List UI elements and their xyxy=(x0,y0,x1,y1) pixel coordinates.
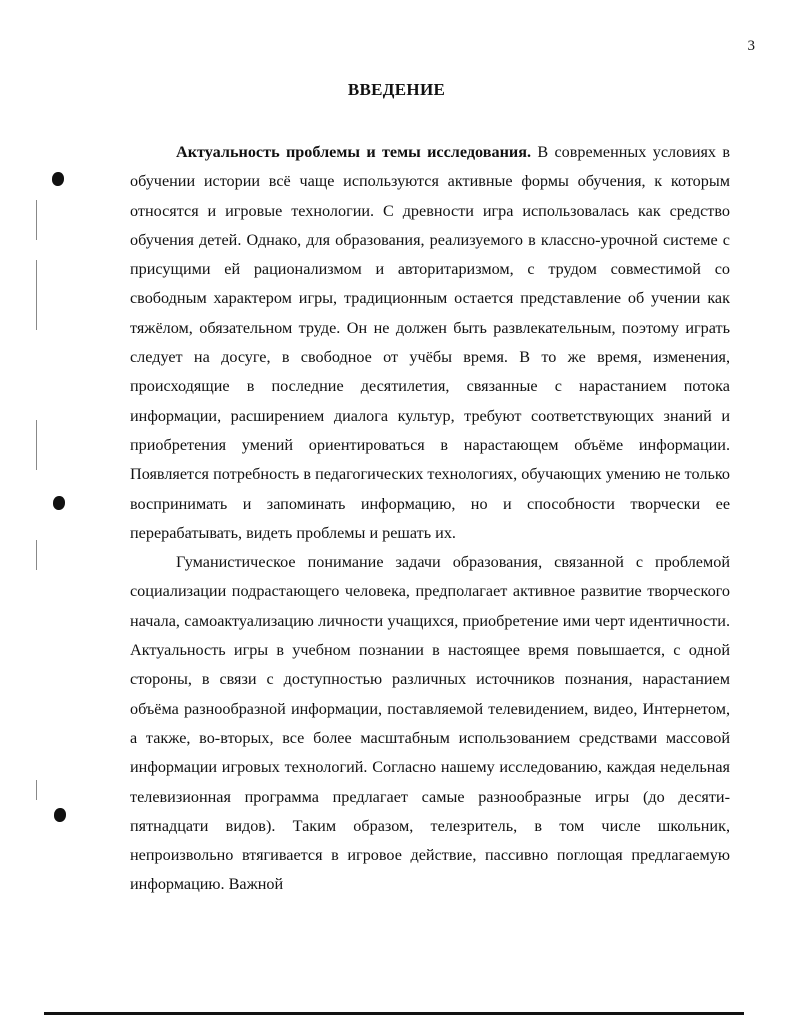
page-title: ВВЕДЕНИЕ xyxy=(347,80,446,99)
page-number: 3 xyxy=(747,38,755,54)
scan-bottom-edge xyxy=(44,1012,744,1015)
paragraph-2: Гуманистическое понимание задачи образования, связанной с проблемой социализации подрастающего человека, предполагает активное развитие творческого начала, самоактуализацию личности учащихся, приобретение ими черт идентичности. Актуальность игры в учебном познании в настоящее время повышается, с одной стороны, в связи с доступностью различных источников познания, нарастанием объёма разнообразной информации, поставляемой телевидением, видео, Интернетом, а также, во-вторых, все более масштабным использованием средствами массовой информации игровых технологий. Согласно нашему исследованию, каждая недельная телевизионная программа предлагает самые разнообразные игры (до десяти-пятнадцати видов). Таким образом, телезритель, в том числе школьник, непроизвольно втягивается в игровое действие, пассивно поглощая предлагаемую информацию. Важной xyxy=(130,553,730,894)
punch-hole-mark xyxy=(53,496,65,510)
punch-hole-mark xyxy=(52,172,64,186)
document-body xyxy=(130,138,730,900)
scan-margin-line xyxy=(36,420,37,470)
punch-hole-mark xyxy=(54,808,66,822)
scan-margin-line xyxy=(36,540,37,570)
scan-margin-line xyxy=(36,260,37,330)
paragraph-1-text: В современных условиях в обучении истории всё чаще используются активные формы обучения, к которым относятся и игровые технологии. С древности игра использовалась как средство обучения детей. Однако, для образования, реализуемого в классно-урочной системе с присущими ей рационализмом и авторитаризмом, с трудом совместимой со свободным характером игры, традиционным остается представление об учении как тяжёлом, обязательном труде. Он не должен быть развлекательным, поэтому играть следует на досуге, в свободное от учёбы время. В то же время, изменения, происходящие в последние десятилетия, связанные с нарастанием потока информации, расширением диалога культур, требуют соответствующих знаний и приобретения умений ориентироваться в нарастающем объёме информации. Появляется потребность в педагогических технологиях, обучающих умению не только воспринимать и запоминать информацию, но и способности творчески ее перерабатывать, видеть проблемы и решать их. xyxy=(130,143,730,542)
scan-margin-line xyxy=(36,780,37,800)
paragraph-1 xyxy=(130,138,730,548)
scan-margin-line xyxy=(36,200,37,240)
paragraph-1-lead: Актуальность проблемы и темы исследования. xyxy=(176,143,532,161)
